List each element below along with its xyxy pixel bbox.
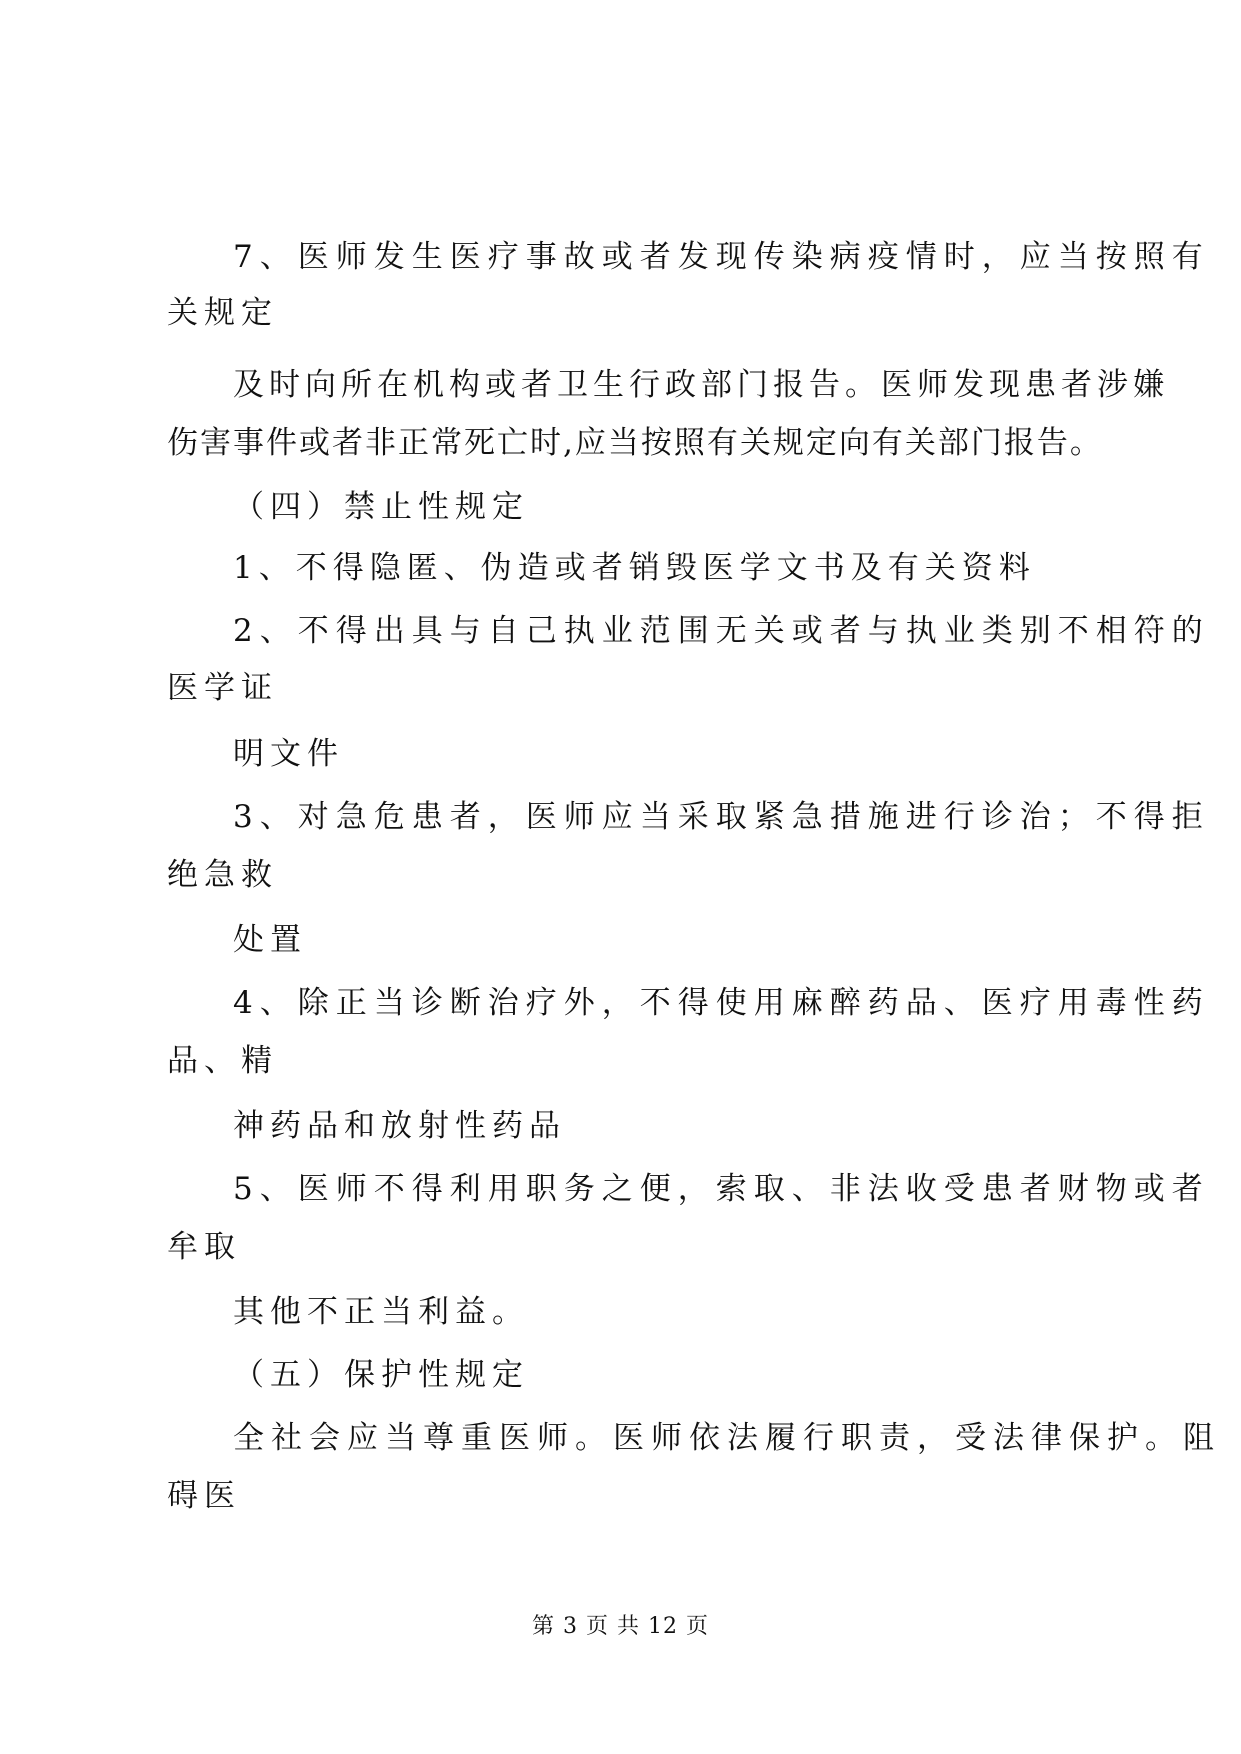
paragraph-line: 绝急救 [167, 857, 278, 893]
paragraph-line: 5、医师不得利用职务之便，索取、非法收受患者财物或者 [233, 1171, 1210, 1207]
paragraph-line: 品、精 [167, 1043, 278, 1079]
paragraph-line: 及时向所在机构或者卫生行政部门报告。医师发现患者涉嫌 [233, 367, 1169, 403]
paragraph-line: 处置 [233, 922, 307, 958]
paragraph-line: 1、不得隐匿、伪造或者销毁医学文书及有关资料 [233, 550, 1036, 586]
paragraph-line: 4、除正当诊断治疗外，不得使用麻醉药品、医疗用毒性药 [233, 985, 1210, 1021]
paragraph-line: 碍医 [167, 1478, 241, 1514]
paragraph-line: 全社会应当尊重医师。医师依法履行职责，受法律保护。阻 [233, 1420, 1221, 1456]
paragraph-line: 关规定 [167, 295, 278, 331]
paragraph-line: 其他不正当利益。 [233, 1294, 529, 1330]
paragraph-line: 3、对急危患者，医师应当采取紧急措施进行诊治；不得拒 [233, 799, 1210, 835]
paragraph-line: 2、不得出具与自己执业范围无关或者与执业类别不相符的 [233, 613, 1210, 649]
section-heading: （四）禁止性规定 [233, 489, 529, 525]
paragraph-line: 明文件 [233, 736, 344, 772]
paragraph-line: 牟取 [167, 1229, 241, 1265]
section-heading: （五）保护性规定 [233, 1357, 529, 1393]
page-number-footer: 第 3 页 共 12 页 [532, 1614, 709, 1639]
paragraph-line: 医学证 [167, 670, 278, 706]
paragraph-line: 神药品和放射性药品 [233, 1108, 566, 1144]
paragraph-line: 7、医师发生医疗事故或者发现传染病疫情时，应当按照有 [233, 239, 1210, 275]
paragraph-line: 伤害事件或者非正常死亡时,应当按照有关规定向有关部门报告。 [167, 425, 1103, 461]
